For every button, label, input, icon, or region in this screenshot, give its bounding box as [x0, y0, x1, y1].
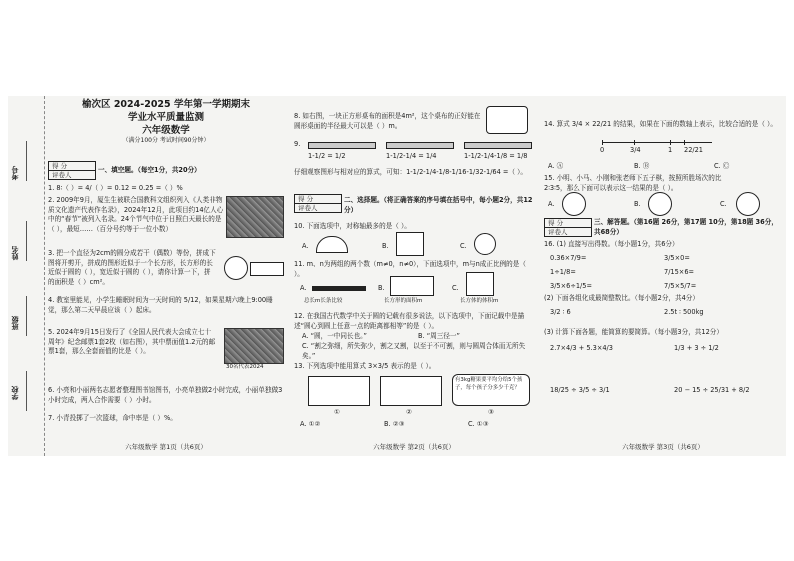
q10-option-c: C.	[460, 242, 467, 250]
tablecloth-figure	[486, 106, 528, 134]
exam-title-1: 榆次区 2024-2025 学年第一学期期末	[82, 99, 250, 110]
q11-option-c: C.	[452, 284, 459, 292]
score-box-3	[544, 218, 592, 237]
binding-class-label: 班级	[11, 316, 19, 330]
windmill-figure	[474, 233, 496, 255]
binding-name-label: 姓名	[11, 246, 19, 260]
question-16-2: (2) 下面各组化成最简整数比。（每小题2分，共4分）	[544, 294, 699, 302]
q13-figure-1	[308, 376, 370, 406]
q11-option-a: A.	[300, 284, 307, 292]
q15-pie-a	[562, 192, 586, 216]
q11-caption-c: 长方体的体积m	[460, 298, 499, 304]
score-label: 得 分	[49, 162, 95, 171]
q12-option-b: B. “周三径一”	[418, 332, 460, 340]
question-7: 7. 小青投掷了一次篮球，命中率是（ ）%。	[48, 414, 177, 422]
binding-id-label: 考号	[11, 166, 19, 180]
exam-title-2: 学业水平质量监测	[127, 111, 204, 123]
q13-option-b: B. ②③	[384, 420, 405, 428]
q16-item-2: 3/5×0=	[664, 254, 690, 262]
circle-sectors-figure	[224, 256, 248, 280]
q10-option-b: B.	[382, 242, 389, 250]
q14-tick-0: 0	[600, 146, 605, 154]
stamp-caption: 30名代表2024	[226, 364, 264, 370]
q14-tick-22-21: 22/21	[684, 146, 704, 154]
q16-item-4: 7/15×6=	[664, 268, 695, 276]
q15-pie-c	[736, 192, 760, 216]
question-2: 2. 2009年9月，厦生生被联合国教科文组织列入《人类非物质文化遗产代表作名录》，2024年12月，此项目约14亿人心中的“春节”被列入名录。24个节气中位于日照白天最长的是（ ），最短……（百分号约等于一位小数）	[48, 196, 224, 233]
question-5: 5. 2024年9月15日发行了《全国人民代表大会成立七十周年》纪念邮票1套2枚（如右图），其中票面值1.2元的邮票1套，那么全套面值的比是（ ）。	[48, 328, 216, 356]
section-2-heading: 二、选择题。（将正确答案的序号填在括号中，每小题2分，共12分）	[344, 196, 533, 214]
q13-label-2: ②	[406, 408, 412, 416]
q16-item-6: 7/5×5/7=	[664, 282, 697, 290]
q12-option-c: C. “割之弥细，所失弥少，割之又割，以至于不可割，则与圆周合体而无所失矣。”	[302, 342, 526, 360]
page-3	[544, 96, 782, 456]
exam-title-3: 六年级数学	[142, 124, 190, 136]
square-circle-figure	[396, 232, 424, 256]
q11-option-b: B.	[378, 284, 385, 292]
question-16-3: (3) 计算下面各题，能简算的要简算。（每小题3分，共12分）	[544, 328, 723, 336]
grader-label: 评卷人	[298, 204, 318, 212]
question-15: 15. 小明、小马、小刚和张老师下五子棋，按照所胜场次的比2∶3∶5，那么下面可以表示这一结果的是（ ）。	[544, 174, 722, 192]
semicircle-figure	[316, 236, 348, 253]
q11-caption-b: 长方形的面积m	[384, 298, 423, 304]
q14-option-a: A. Ⓐ	[548, 162, 564, 170]
question-13: 13. 下列选项中能用算式 3×3/5 表示的是（ ）。	[294, 362, 436, 370]
section-1-heading: 一、填空题。（每空1分，共20分）	[98, 166, 201, 174]
q10-option-a: A.	[302, 242, 309, 250]
binding-school-label: 学校	[11, 386, 19, 400]
q9-expr-2: 1-1/2-1/4 = 1/4	[386, 152, 437, 160]
binding-strip	[8, 96, 45, 456]
page-2-footer: 六年级数学 第2页（共6页）	[373, 442, 455, 451]
parallelogram-figure	[250, 262, 284, 276]
q9-expr-1: 1-1/2 = 1/2	[308, 152, 346, 160]
question-14: 14. 算式 3/4 × 22/21 的结果，如果在下面的数轴上表示，比较合适的是（ ）。	[544, 120, 777, 128]
q16-item-1: 0.36×7/9=	[550, 254, 587, 262]
q15-option-c: C.	[720, 200, 727, 208]
score-label: 得 分	[295, 195, 341, 204]
grader-label: 评卷人	[52, 171, 72, 179]
q13-label-1: ①	[334, 408, 340, 416]
q14-option-b: B. Ⓑ	[634, 162, 650, 170]
question-1: 1. 8∶（ ）= 4/（ ）= 0.12 = 0.25 =（ ）%	[48, 184, 183, 192]
exam-sheet	[8, 96, 786, 456]
q14-tick-3-4: 3/4	[630, 146, 641, 154]
cuboid-figure	[466, 272, 494, 296]
question-3: 3. 把一个直径为2cm的圆分成若干（偶数）等份，拼成下图将开剪开，拼成的图形近似于一个长方形，长方形的长近似于圆的（ ），宽近似于圆的（ ），请你计算一下，拼的面积是（ ）cm²。	[48, 249, 216, 286]
q16-3-item-2: 1/3 + 3 ÷ 1/2	[674, 344, 719, 352]
question-12: 12. 在我国古代数学中关于圆的记载有很多说法，以下选项中，下面记载中是描述“圆心到圆上任意一点的距离都相等”的是（ ）。	[294, 312, 525, 330]
question-9-label: 9.	[294, 140, 301, 148]
page-3-footer: 六年级数学 第3页（共6页）	[622, 442, 704, 451]
q16-3-item-1: 2.7×4/3 + 5.3×4/3	[550, 344, 613, 352]
q13-figure-2	[380, 376, 442, 406]
score-box-2	[294, 194, 342, 213]
q16-item-5: 3/5×6÷1/5=	[550, 282, 592, 290]
exam-subtitle: （满分100分 考试时间90分钟）	[122, 137, 210, 145]
q16-3-item-3: 18/25 ÷ 3/5 ÷ 3/1	[550, 386, 610, 394]
page-2	[294, 96, 534, 456]
rectangle-figure	[390, 276, 434, 296]
q16-item-3: 1÷1/8=	[550, 268, 576, 276]
question-16: 16. (1) 直接写出得数。（每小题1分，共6分）	[544, 240, 679, 248]
q13-option-a: A. ①②	[300, 420, 321, 428]
stamp-image	[224, 328, 284, 364]
section-3-heading: 三、解答题。（第16题 26分，第17题 10分，第18题 36分，共68分）	[594, 218, 778, 236]
q13-figure-3: 有3kg糖果要平均分给5个孩子，每个孩子分多少千克？	[452, 374, 530, 406]
q13-option-c: C. ①③	[468, 420, 489, 428]
q15-pie-b	[648, 192, 672, 216]
question-8: 8. 如右图，一块正方形桌布的面积是4m²，这个桌布的正好能在圆形桌面的半径最大可以是（ ）m。	[294, 112, 481, 130]
question-10: 10. 下面选项中，对称轴最多的是（ ）。	[294, 222, 411, 230]
question-6: 6. 小亮和小丽两名志愿者整理图书馆图书，小亮单独做2小时完成，小丽单独做3小时完成，两人合作需要（ ）小时。	[48, 386, 283, 404]
question-11: 11. m、n为两组的两个数（m≠0，n≠0），下面选项中，m与n成正比例的是（ ）。	[294, 260, 526, 278]
grader-label: 评卷人	[548, 228, 568, 236]
q16-2-item-1: 3/2 ∶ 6	[550, 308, 571, 316]
q14-option-c: C. Ⓒ	[714, 162, 730, 170]
q15-option-a: A.	[548, 200, 555, 208]
q15-option-b: B.	[634, 200, 641, 208]
question-4: 4. 教室里能见，小学生睡眠时间为一天时间的 5/12，如果星期六晚上9:00睡觉，那么第二天早晨应该（ ）起床。	[48, 296, 273, 314]
score-box-1	[48, 161, 96, 180]
q14-tick-1: 1	[668, 146, 673, 154]
q12-option-a: A. “圆，一中同长也。”	[302, 332, 367, 340]
q11-caption-a: 总长m长条比较	[304, 298, 343, 304]
score-label: 得 分	[545, 219, 591, 228]
q13-label-3: ③	[488, 408, 494, 416]
q16-3-item-4: 20 − 15 ÷ 25/31 + 8/2	[674, 386, 750, 394]
page-1-footer: 六年级数学 第1页（共6页）	[125, 442, 207, 451]
festival-photo	[226, 196, 284, 238]
q9-expr-3: 1-1/2-1/4-1/8 = 1/8	[464, 152, 528, 160]
q16-2-item-2: 2.5t ∶ 500kg	[664, 308, 704, 316]
page-1	[48, 96, 284, 456]
question-9-text: 仔细观察图形与相对应的算式，可知：1-1/2-1/4-1/8-1/16-1/32-1/64 =（ ）。	[294, 168, 528, 176]
